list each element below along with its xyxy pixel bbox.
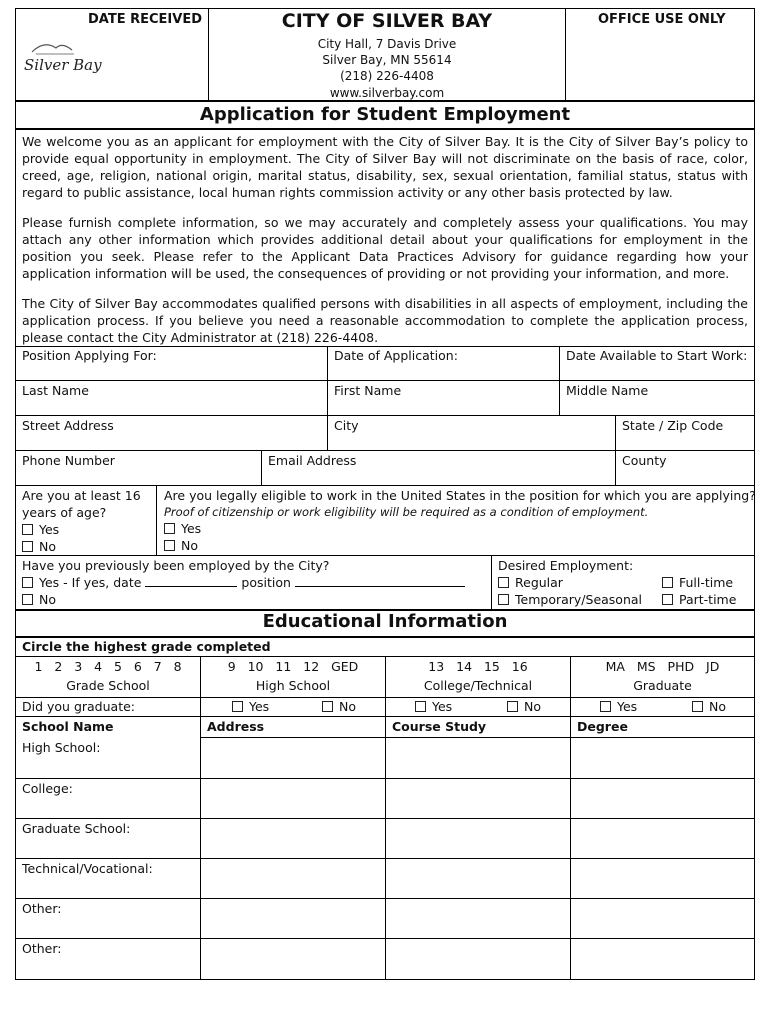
graduate-grad-no[interactable] <box>692 699 726 714</box>
date-received-label: DATE RECEIVED <box>88 12 202 27</box>
checkbox-icon[interactable] <box>22 524 33 535</box>
last-name-field[interactable]: Last Name <box>22 383 89 398</box>
city-field[interactable]: City <box>334 418 359 433</box>
previous-yes-label: Yes - If yes, date <box>39 575 142 590</box>
eligibility-question: Are you legally eligible to work in the United States in the position for which you are applying? <box>164 488 756 503</box>
phone-number-field[interactable]: Phone Number <box>22 453 115 468</box>
circle-grade-instruction: Circle the highest grade completed <box>22 639 271 654</box>
checkbox-icon[interactable] <box>498 577 509 588</box>
school-row-technical[interactable]: Technical/Vocational: <box>22 861 153 876</box>
school-row-other-2[interactable]: Other: <box>22 941 62 956</box>
state-zip-field[interactable]: State / Zip Code <box>622 418 724 433</box>
intro-paragraph-3: The City of Silver Bay accommodates qualified persons with disabilities in all aspects of employment, including the application process. If you believe you need a reasonable accommodation to complete the application process, please contact the City Administrator at (218) 226-4408. <box>22 296 748 345</box>
date-of-application-field[interactable]: Date of Application: <box>334 348 458 363</box>
checkbox-icon[interactable] <box>662 577 673 588</box>
intro-paragraph-1: We welcome you as an applicant for employment with the City of Silver Bay. It is the City of Silver Bay’s policy to provide equal opportunity in employment. The City of Silver Bay will not discriminate on the basis of race, color, creed, age, religion, national origin, marital status, disability, sex, sexual orientation, familial status, status with regard to public assistance, local human rights commission activity or any other basis protected by law. <box>22 134 748 200</box>
column-course-study: Course Study <box>392 719 487 734</box>
intro-paragraph-2: Please furnish complete information, so we may accurately and completely assess your qualifications. You may attach any other information which provides additional detail about your qualifications for employment in the position you seek. Please refer to the Applicant Data Practices Advisory for guidance regarding how your application information will be used, the consequences of providing or not providing your information, and more. <box>22 215 748 281</box>
mountain-icon <box>22 36 102 76</box>
city-logo <box>22 36 102 76</box>
checkbox-icon[interactable] <box>164 523 175 534</box>
checkbox-icon[interactable] <box>322 701 333 712</box>
school-row-high-school[interactable]: High School: <box>22 740 101 755</box>
checkbox-icon[interactable] <box>164 540 175 551</box>
age-yes-option[interactable] <box>22 522 59 537</box>
did-graduate-label: Did you graduate: <box>22 699 136 714</box>
school-row-graduate[interactable]: Graduate School: <box>22 821 131 836</box>
part-time-label: Part-time <box>679 592 737 607</box>
street-address-field[interactable]: Street Address <box>22 418 114 433</box>
column-school-name: School Name <box>22 719 114 734</box>
position-applying-field[interactable]: Position Applying For: <box>22 348 157 363</box>
checkbox-icon[interactable] <box>498 594 509 605</box>
middle-name-field[interactable]: Middle Name <box>566 383 649 398</box>
office-use-label: OFFICE USE ONLY <box>598 12 726 27</box>
address-line2: Silver Bay, MN 55614 <box>322 53 452 67</box>
college-label: College/Technical <box>423 678 533 693</box>
education-title: Educational Information <box>262 611 508 632</box>
college-grad-no[interactable] <box>507 699 541 714</box>
temporary-option[interactable] <box>498 592 642 607</box>
college-yes-label: Yes <box>432 699 453 714</box>
hs-yes-label: Yes <box>249 699 270 714</box>
graduate-yes-label: Yes <box>617 699 638 714</box>
email-address-field[interactable]: Email Address <box>268 453 357 468</box>
part-time-option[interactable] <box>662 592 736 607</box>
full-time-label: Full-time <box>679 575 734 590</box>
age-yes-label: Yes <box>39 522 60 537</box>
temporary-label: Temporary/Seasonal <box>515 592 643 607</box>
high-school-numbers[interactable]: 9 10 11 12 GED <box>227 659 359 674</box>
graduate-label: Graduate <box>633 678 692 693</box>
form-title: Application for Student Employment <box>199 104 571 125</box>
svg-text:Silver Bay: Silver Bay <box>24 56 102 74</box>
checkbox-icon[interactable] <box>22 594 33 605</box>
college-grad-yes[interactable] <box>415 699 452 714</box>
previous-position-label: position <box>241 575 291 590</box>
age-no-label: No <box>39 539 56 554</box>
high-school-label: High School <box>255 678 331 693</box>
hs-grad-no[interactable] <box>322 699 356 714</box>
checkbox-icon[interactable] <box>22 541 33 552</box>
checkbox-icon[interactable] <box>600 701 611 712</box>
eligible-yes-option[interactable] <box>164 521 201 536</box>
previous-no-option[interactable] <box>22 592 56 607</box>
hs-grad-yes[interactable] <box>232 699 269 714</box>
column-degree: Degree <box>577 719 628 734</box>
age-no-option[interactable] <box>22 539 56 554</box>
graduate-no-label: No <box>709 699 726 714</box>
regular-label: Regular <box>515 575 563 590</box>
eligible-no-option[interactable] <box>164 538 198 553</box>
age-question-line1: Are you at least 16 <box>22 488 141 503</box>
checkbox-icon[interactable] <box>22 577 33 588</box>
previous-no-label: No <box>39 592 56 607</box>
eligible-yes-label: Yes <box>181 521 202 536</box>
previous-date-input[interactable] <box>145 586 237 587</box>
desired-employment-label: Desired Employment: <box>498 558 634 573</box>
grade-school-numbers[interactable]: 1 2 3 4 5 6 7 8 <box>34 659 182 674</box>
school-row-college[interactable]: College: <box>22 781 73 796</box>
column-address: Address <box>207 719 265 734</box>
website-link[interactable]: www.silverbay.com <box>329 86 445 100</box>
college-no-label: No <box>524 699 541 714</box>
city-title: CITY OF SILVER BAY <box>281 10 493 32</box>
phone-number: (218) 226-4408 <box>340 69 434 83</box>
full-time-option[interactable] <box>662 575 733 590</box>
hs-no-label: No <box>339 699 356 714</box>
eligible-no-label: No <box>181 538 198 553</box>
address-line1: City Hall, 7 Davis Drive <box>317 37 457 51</box>
age-question-line2: years of age? <box>22 505 107 520</box>
previous-position-input[interactable] <box>295 586 465 587</box>
previous-employment-question: Have you previously been employed by the City? <box>22 558 330 573</box>
college-numbers[interactable]: 13 14 15 16 <box>428 659 528 674</box>
previous-yes-option[interactable] <box>22 575 465 590</box>
checkbox-icon[interactable] <box>662 594 673 605</box>
checkbox-icon[interactable] <box>232 701 243 712</box>
grade-school-label: Grade School <box>66 678 150 693</box>
regular-option[interactable] <box>498 575 563 590</box>
graduate-grad-yes[interactable] <box>600 699 637 714</box>
school-row-other-1[interactable]: Other: <box>22 901 62 916</box>
checkbox-icon[interactable] <box>507 701 518 712</box>
graduate-numbers[interactable]: MA MS PHD JD <box>605 659 720 674</box>
checkbox-icon[interactable] <box>415 701 426 712</box>
eligibility-note: Proof of citizenship or work eligibility will be required as a condition of employment. <box>164 505 649 519</box>
first-name-field[interactable]: First Name <box>334 383 402 398</box>
county-field[interactable]: County <box>622 453 667 468</box>
date-available-field[interactable]: Date Available to Start Work: <box>566 348 748 363</box>
checkbox-icon[interactable] <box>692 701 703 712</box>
